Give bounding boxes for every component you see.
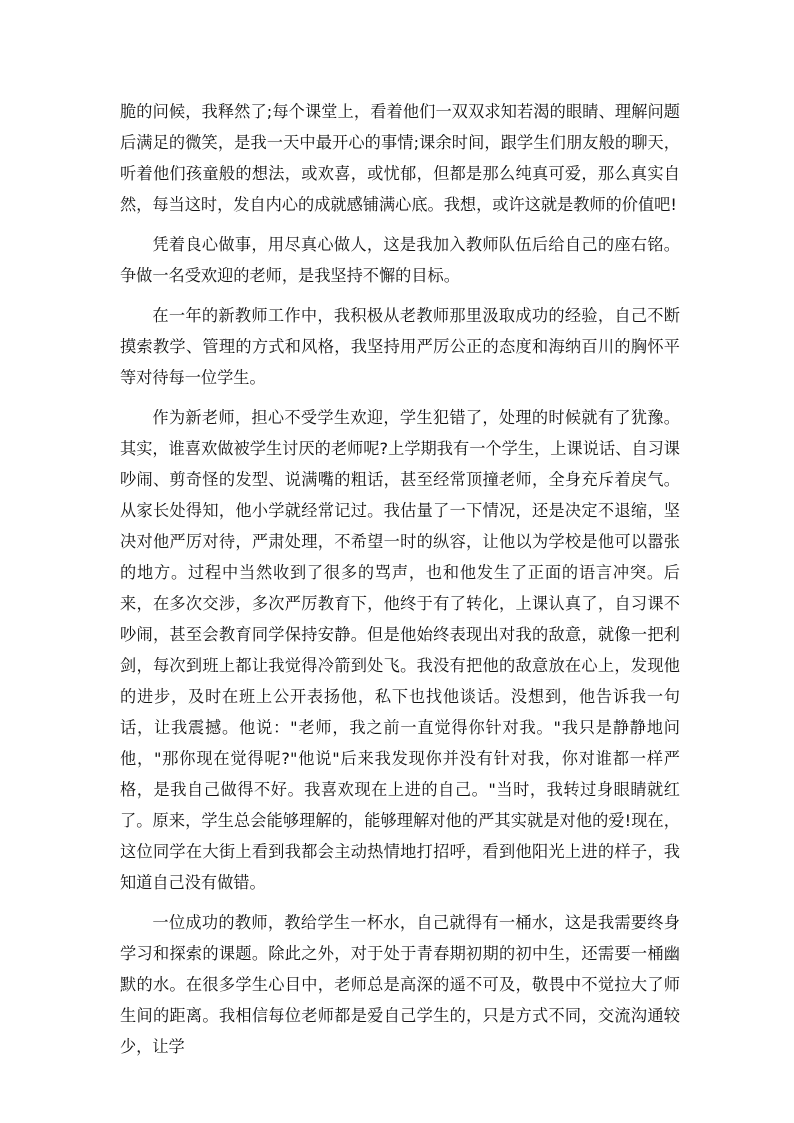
paragraph-1: 脆的问候，我释然了;每个课堂上，看着他们一双双求知若渴的眼睛、理解问题后满足的微笑，是我一天中最开心的事情;课余时间，跟学生们朋友般的聊天，听着他们孩童般的想法，或欢喜，或忧郁，但都是那么纯真可爱，那么真实自然，每当这时，发自内心的成就感铺满心底。我想，或许这就是教师的价值吧! — [120, 102, 680, 214]
paragraph-4: 作为新老师，担心不受学生欢迎，学生犯错了，处理的时候就有了犹豫。其实，谁喜欢做被学生讨厌的老师呢?上学期我有一个学生，上课说话、自习课吵闹、剪奇怪的发型、说满嘴的粗话，甚至经常顶撞老师，全身充斥着戾气。从家长处得知，他小学就经常记过。我估量了一下情况，还是决定不退缩，坚决对他严厉对待，严肃处理，不希望一时的纵容，让他以为学校是他可以嚣张的地方。过程中当然收到了很多的骂声，也和他发生了正面的语言冲突。后来，在多次交涉，多次严厉教育下，他终于有了转化，上课认真了，自习课不吵闹，甚至会教育同学保持安静。但是他始终表现出对我的敌意，就像一把利剑，每次到班上都让我觉得冷箭到处飞。我没有把他的敌意放在心上，发现他的进步，及时在班上公开表扬他，私下也找他谈话。没想到，他告诉我一句话，让我震撼。他说："老师，我之前一直觉得你针对我。"我只是静静地问他，"那你现在觉得呢?"他说"后来我发现你并没有针对我，你对谁都一样严格，是我自己做得不好。我喜欢现在上进的自己。"当时，我转过身眼睛就红了。原来，学生总会能够理解的，能够理解对他的严其实就是对他的爱!现在，这位同学在大街上看到我都会主动热情地打招呼，看到他阳光上进的样子，我知道自己没有做错。 — [120, 408, 680, 892]
paragraph-3: 在一年的新教师工作中，我积极从老教师那里汲取成功的经验，自己不断摸索教学、管理的方式和风格，我坚持用严厉公正的态度和海纳百川的胸怀平等对待每一位学生。 — [120, 306, 680, 387]
paragraph-5: 一位成功的教师，教给学生一杯水，自己就得有一桶水，这是我需要终身学习和探索的课题。除此之外，对于处于青春期初期的初中生，还需要一桶幽默的水。在很多学生心目中，老师总是高深的遥不可及，敬畏中不觉拉大了师生间的距离。我相信每位老师都是爱自己学生的，只是方式不同，交流沟通较少，让学 — [120, 913, 680, 1056]
paragraph-2: 凭着良心做事，用尽真心做人，这是我加入教师队伍后给自己的座右铭。争做一名受欢迎的老师，是我坚持不懈的目标。 — [120, 235, 680, 285]
document-page — [120, 96, 680, 1071]
